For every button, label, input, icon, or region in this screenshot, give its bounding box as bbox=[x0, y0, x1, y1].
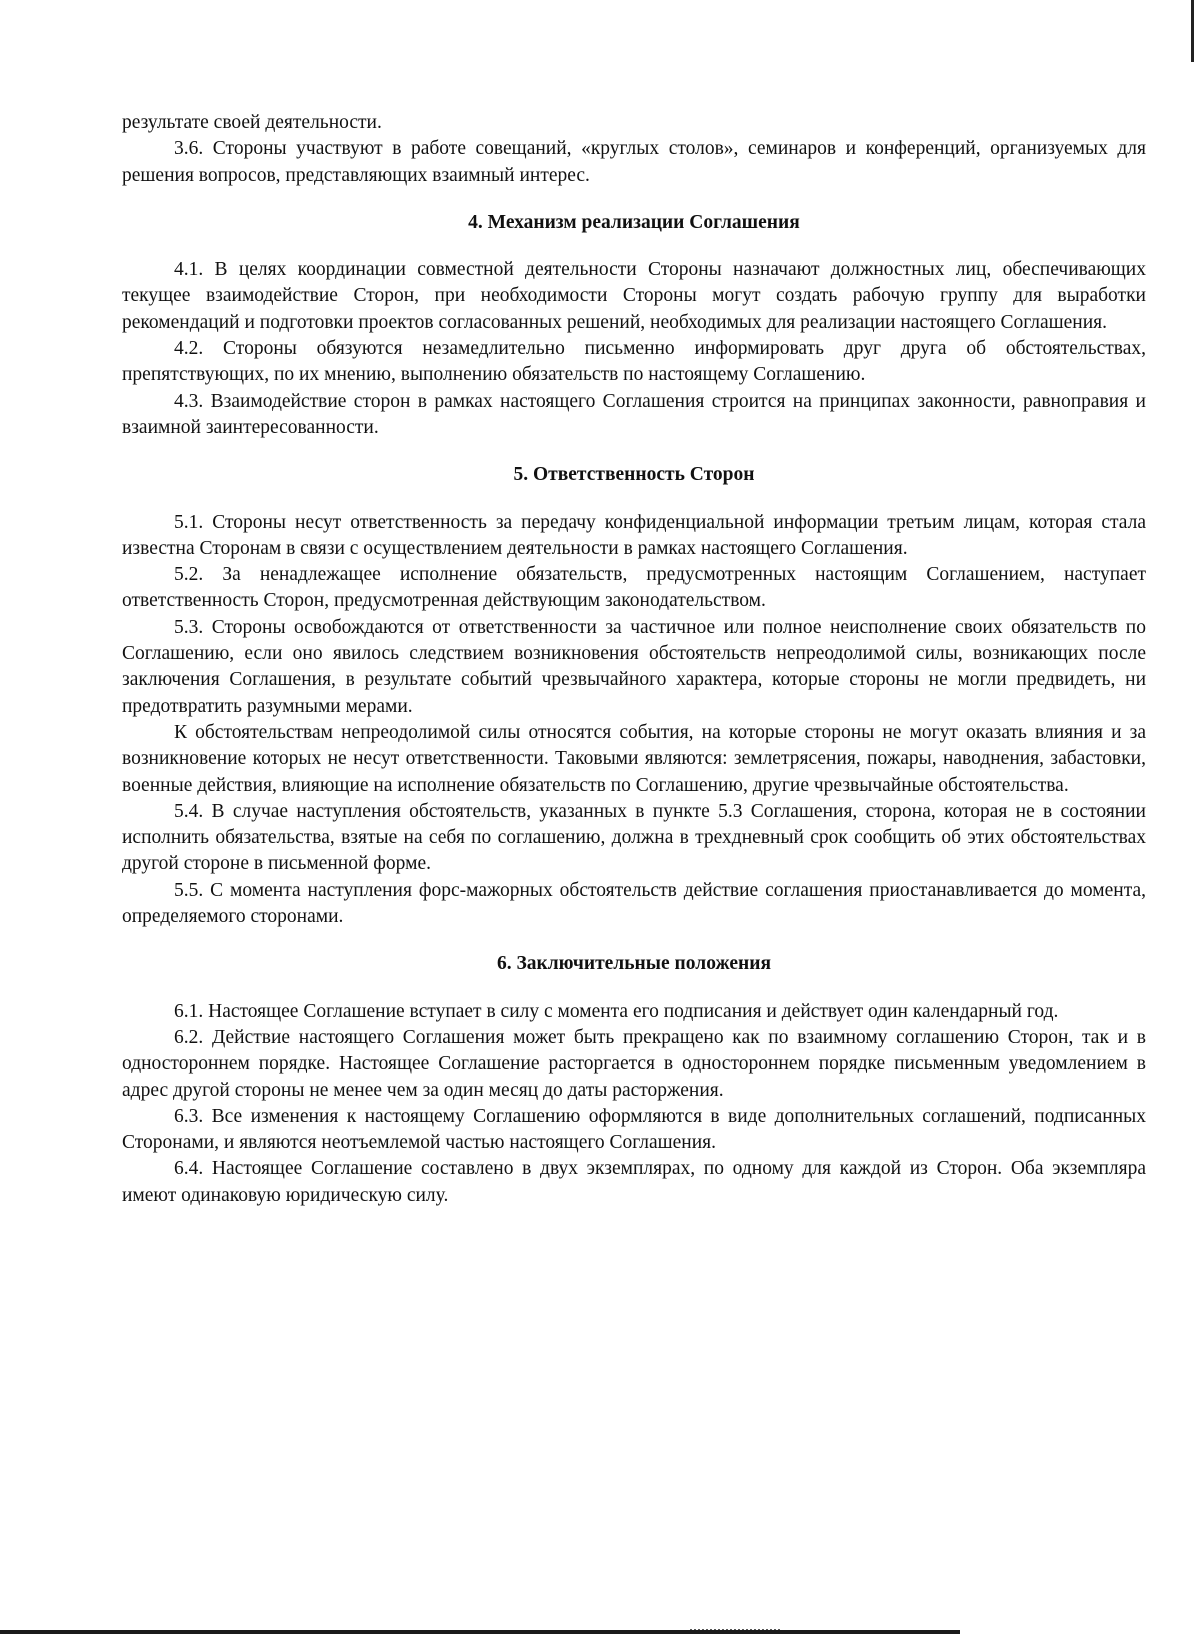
clause-6-2: 6.2. Действие настоящего Соглашения может быть прекращено как по взаимному соглашению Сторон, так и в одностороннем порядке. Настоящее Соглашение расторгается в одностороннем порядке письменным уведомлением в адрес другой стороны не менее чем за один месяц до даты расторжения. bbox=[122, 1026, 1146, 1101]
clause-6-3: 6.3. Все изменения к настоящему Соглашению оформляются в виде дополнительных соглашений, подписанных Сторонами, и являются неотъемлемой частью настоящего Соглашения. bbox=[122, 1105, 1146, 1154]
document-body bbox=[122, 110, 1146, 1209]
intro-continuation: результате своей деятельности. bbox=[122, 112, 382, 133]
section-4-title: 4. Механизм реализации Соглашения bbox=[468, 211, 800, 233]
clause-6-1: 6.1. Настоящее Соглашение вступает в силу с момента его подписания и действует один календарный год. bbox=[174, 1000, 1059, 1022]
clause-3-6: 3.6. Стороны участвуют в работе совещаний, «круглых столов», семинаров и конференций, организуемых для решения вопросов, представляющих взаимный интерес. bbox=[122, 138, 1146, 186]
clause-5-3: 5.3. Стороны освобождаются от ответственности за частичное или полное неисполнение своих обязательств по Соглашению, если оно явилось следствием возникновения обстоятельств непреодолимой силы, возникающих после заключения Соглашения, в результате событий чрезвычайного характера, которые стороны не могли предвидеть, ни предотвратить разумными мерами. bbox=[122, 616, 1146, 717]
clause-4-2: 4.2. Стороны обязуются незамедлительно письменно информировать друг друга об обстоятельствах, препятствующих, по их мнению, выполнению обязательств по настоящему Соглашению. bbox=[122, 338, 1146, 386]
clause-5-5: 5.5. С момента наступления форс-мажорных обстоятельств действие соглашения приостанавливается до момента, определяемого сторонами. bbox=[122, 879, 1146, 928]
clause-5-4: 5.4. В случае наступления обстоятельств, указанных в пункте 5.3 Соглашения, сторона, которая не в состоянии исполнить обязательства, взятые на себя по соглашению, должна в трехдневный срок сообщить об этих обстоятельствах другой стороне в письменной форме. bbox=[122, 800, 1146, 875]
scan-edge-mark bbox=[1191, 0, 1194, 62]
clause-6-4: 6.4. Настоящее Соглашение составлено в двух экземплярах, по одному для каждой из Сторон. Оба экземпляра имеют одинаковую юридическую силу. bbox=[122, 1158, 1146, 1206]
clause-4-3: 4.3. Взаимодействие сторон в рамках настоящего Соглашения строится на принципах законности, равноправия и взаимной заинтересованности. bbox=[122, 390, 1146, 438]
scan-bottom-edge bbox=[0, 1630, 960, 1634]
section-6-title: 6. Заключительные положения bbox=[496, 953, 772, 975]
clause-5-1: 5.1. Стороны несут ответственность за передачу конфиденциальной информации третьим лицам, которая стала известна Сторонам в связи с осуществлением деятельности в рамках настоящего Соглашения. bbox=[122, 511, 1146, 559]
clause-4-1: 4.1. В целях координации совместной деятельности Стороны назначают должностных лиц, обеспечивающих текущее взаимодействие Сторон, при необходимости Стороны могут создать рабочую группу для выработки рекомендаций и подготовки проектов согласованных решений, необходимых для реализации настоящего Соглашения. bbox=[122, 259, 1146, 333]
clause-5-2: 5.2. За ненадлежащее исполнение обязательств, предусмотренных настоящим Соглашением, наступает ответственность Сторон, предусмотренная действующим законодательством. bbox=[122, 564, 1146, 612]
force-majeure-paragraph: К обстоятельствам непреодолимой силы относятся события, на которые стороны не могут оказать влияния и за возникновение которых не несут ответственности. Таковыми являются: землетрясения, пожары, наводнения, забастовки, военные действия, влияющие на исполнение обязательств по Соглашению, другие чрезвычайные обстоятельства. bbox=[122, 721, 1146, 796]
section-5-title: 5. Ответственность Сторон bbox=[513, 464, 755, 486]
